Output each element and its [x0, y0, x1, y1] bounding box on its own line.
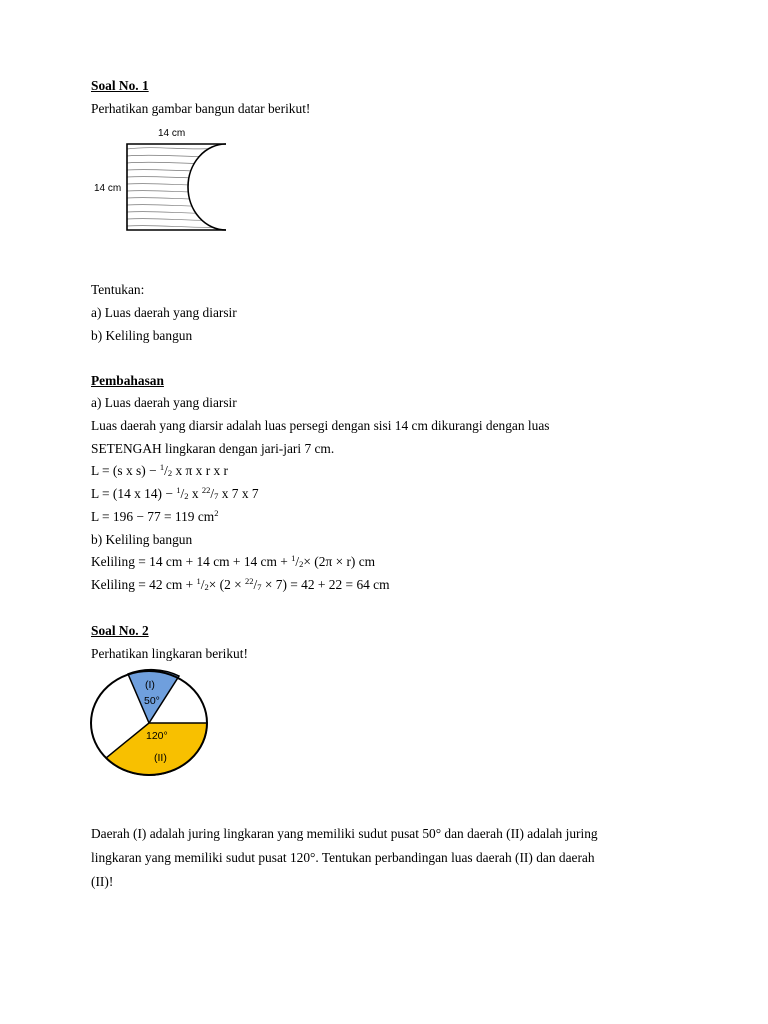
answer-a-desc-2: SETENGAH lingkaran dengan jari-jari 7 cm.: [91, 441, 335, 456]
tentukan-label: Tentukan:: [91, 282, 145, 297]
shaded-square-figure: [90, 125, 240, 237]
soal2-paragraph-2: lingkaran yang memiliki sudut pusat 120°. Tentukan perbandingan luas daerah (II) dan daerah: [91, 850, 595, 865]
keliling-2: Keliling = 42 cm + $^1/_2\times (2 \times ^{22}/_7 \times 7) = 42 + 22 = 64$ cm: [91, 576, 390, 592]
angle-i: 50°: [144, 695, 160, 707]
formula-3: L = 196 − 77 = 119 $cm^2$: [91, 508, 219, 524]
answer-a-title: a) Luas daerah yang diarsir: [91, 395, 237, 410]
hatch-lines: [127, 147, 230, 227]
soal2-intro: Perhatikan lingkaran berikut!: [91, 646, 248, 661]
soal2-heading: Soal No. 2: [91, 623, 149, 638]
circle-sectors-figure: [90, 668, 212, 780]
formula-2: L = (14 x $14) - ^1/_2$ x $^{22}/_7$ x 7 x 7: [91, 485, 259, 501]
question-b: b) Keliling bangun: [91, 328, 193, 343]
soal1-heading: Soal No. 1: [91, 78, 149, 93]
question-a: a) Luas daerah yang diarsir: [91, 305, 237, 320]
soal1-intro: Perhatikan gambar bangun datar berikut!: [91, 101, 311, 116]
pembahasan-heading: Pembahasan: [91, 373, 164, 388]
keliling-1: Keliling = 14 cm + 14 cm + 14 cm + $^1/_2\times (2\pi \times r)$ cm: [91, 553, 376, 569]
label-left: 14 cm: [94, 183, 122, 194]
angle-ii: 120°: [146, 730, 168, 742]
label-ii: (II): [154, 752, 167, 764]
formula-1: L = (s x $s) - ^1/_2$ x π x r x r: [91, 462, 229, 478]
label-i: (I): [145, 679, 155, 691]
soal2-paragraph-1: Daerah (I) adalah juring lingkaran yang memiliki sudut pusat 50° dan daerah (II) adalah juring: [91, 826, 598, 841]
square-outline: [127, 144, 226, 230]
semicircle-cutout: [188, 144, 226, 230]
answer-a-desc-1: Luas daerah yang diarsir adalah luas persegi dengan sisi 14 cm dikurangi dengan luas: [91, 418, 550, 433]
soal2-paragraph-3: (II)!: [91, 874, 114, 889]
answer-b-title: b) Keliling bangun: [91, 532, 193, 547]
label-top: 14 cm: [158, 128, 186, 139]
